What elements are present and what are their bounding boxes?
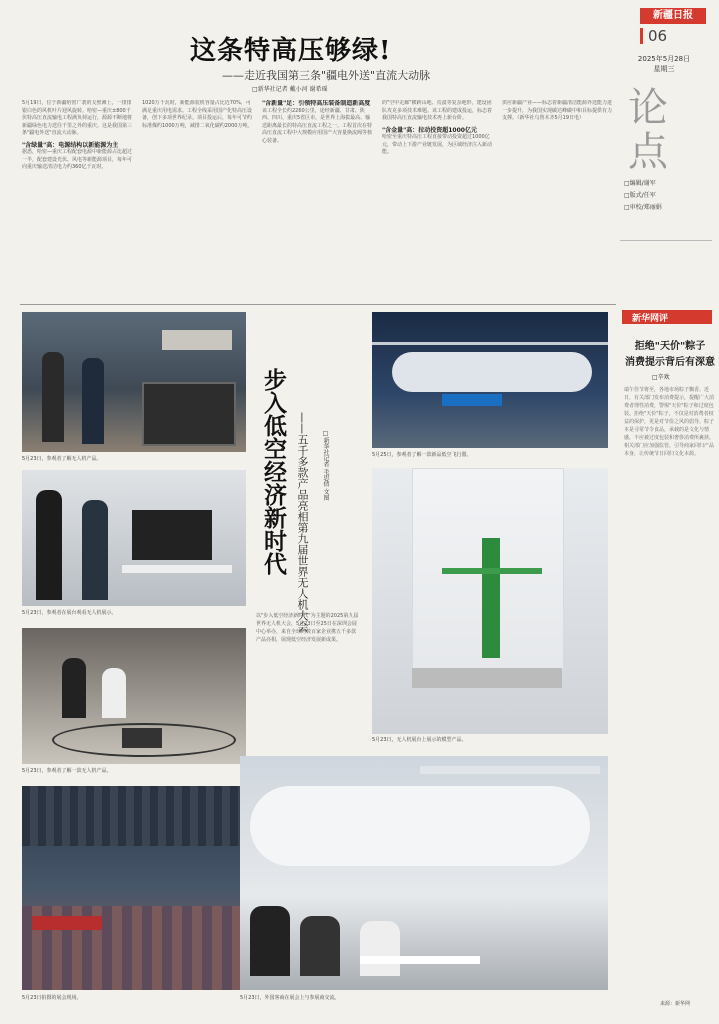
- photo-caption: 5月23日，外国客商在展会上与参展商交流。: [240, 995, 340, 1001]
- feature-subtitle: ——五千多款产品亮相第九届世界无人机大会: [296, 412, 309, 632]
- lead-paragraph: 的"空中走廊"横跨山地、荒漠等复杂地形，建设团队攻克多项技术难题。该工程的建成投运，标志着我国特高压直流输电技术再上新台阶。: [382, 100, 493, 121]
- opinion-source: 来源：新华网: [660, 1001, 691, 1007]
- photo-drone-exhibit: [22, 312, 246, 452]
- lead-column-5: [502, 100, 614, 290]
- table: [360, 956, 480, 964]
- photo-caption: 5月25日，参观者了解一款新品低空飞行器。: [372, 452, 472, 458]
- lead-subtitle: ——走近我国第三条"疆电外送"直流大动脉: [222, 69, 431, 82]
- lead-section-heading: "含金量"高：拉动投资超1000亿元: [382, 126, 477, 134]
- lead-paragraph: 哈密至重庆特高压工程直接带动投资超过1000亿元，带动上下游产业链发展，为区域经济注入新动能。: [382, 134, 493, 155]
- editor-credit: □审校/郑丽娟: [624, 204, 662, 211]
- person-silhouette: [300, 916, 340, 976]
- person-silhouette: [250, 906, 290, 976]
- lead-paragraph: 供应新疆产业——标志着新疆清洁能源外送能力进一步提升，为我国实现碳达峰碳中和目标提供有力支撑。（新华社乌鲁木齐5月19日电）: [502, 100, 613, 121]
- photo-expo-hall: [22, 786, 246, 990]
- model-wing: [442, 568, 542, 574]
- person-silhouette: [42, 352, 64, 442]
- lead-section-heading: "含新量"足：引领特高压装备制造新高度: [262, 100, 371, 107]
- page-number: 06: [648, 27, 668, 45]
- lead-paragraph: 1020万千瓦时，新能源装机容量占比近70%，可满足重庆用电需求。工程全线采用国产化特高压设备，创下多项世界纪录。项目投运后，每年可节约标准煤约1000万吨，减排二氧化碳约2000万吨。: [142, 100, 253, 129]
- photo-caption: 5月23日，参观者了解无人机产品。: [22, 456, 102, 462]
- opinion-text: 端午佳节将至，各地市场粽子飘香。近日，有关部门发布消费提示，提醒广大消费者理性消费，警惕"天价"粽子和过度包装。拒绝"天价"粽子，不仅是对消费者权益的保护，更是对节俭之风的倡导。粽子本是寻常节令食品，承载的是文化与情感，不应被过度包装和奢侈消费所裹挟。相关部门应加强监管，引导商家回归产品本身，让传统节日回归文化本源。: [624, 387, 714, 457]
- photo-booth-demo: [22, 470, 246, 606]
- lead-paragraph: 5月19日，位于新疆哈密广袤的戈壁滩上，一排排银白色的风机叶片迎风旋转。哈密—重庆±800千伏特高压直流输电工程满负荷运行，源源不断地将新疆绿色电力送往千里之外的重庆。这是我国第三条"疆电外送"直流大动脉。: [22, 100, 133, 136]
- feature-text: 以"步入低空经济新时代"为主题的2025第九届世界无人机大会，5月23日至25日在深圳会展中心举办，来自全球的数百家企业携五千多款产品亮相，展现低空经济发展新成果。: [256, 613, 359, 643]
- issue-weekday: 星期三: [653, 65, 675, 73]
- photo-drone-products: [22, 628, 246, 764]
- lead-headline: 这条特高压够绿!: [190, 36, 392, 66]
- person-silhouette: [62, 658, 86, 718]
- lead-column-3: [262, 100, 374, 300]
- drone-body: [122, 728, 162, 748]
- hall-ceiling: [22, 786, 246, 846]
- editor-credits: [624, 178, 662, 214]
- person-silhouette: [102, 668, 126, 718]
- editor-credit: □版式/任军: [624, 192, 656, 199]
- photo-caption: 5月23日，参观者了解一款无人机产品。: [22, 768, 112, 774]
- display-sign: [162, 330, 232, 350]
- sidebar-divider: [620, 240, 712, 241]
- aircraft-logo: [442, 394, 502, 406]
- opinion-title-line2: 消费提示背后有深意: [625, 357, 715, 368]
- aircraft-fuselage: [392, 352, 592, 392]
- display-base: [412, 668, 562, 688]
- lead-paragraph: 据悉，哈密—重庆工程配套电源中新能源占比超过一半，配套建设光伏、风电等新能源项目，每年可向重庆输送清洁电力约360亿千瓦时。: [22, 149, 133, 170]
- aircraft-body: [250, 786, 590, 866]
- photo-caption: 5月23日，参观者在展台观看无人机展示。: [22, 610, 117, 616]
- page-number-bar: [640, 28, 643, 44]
- photo-green-model: [372, 468, 608, 734]
- monitor-screen: [132, 510, 212, 560]
- lead-section-heading: "含绿量"高：电源结构以新能源为主: [22, 141, 119, 149]
- drone-case: [142, 382, 236, 446]
- photo-aircraft: [372, 312, 608, 448]
- aircraft-wing: [420, 766, 600, 774]
- column-name: 论 点: [628, 85, 668, 175]
- feature-byline: □新华社记者 毛思倩 文图: [322, 430, 329, 501]
- photo-v3000-aircraft: [240, 756, 608, 990]
- booth-sign: [32, 916, 102, 930]
- model-body: [482, 538, 500, 658]
- person-silhouette: [82, 500, 108, 600]
- editor-credit: □编辑/谢军: [624, 180, 656, 187]
- section-divider: [20, 304, 616, 305]
- issue-date: 2025年5月28日: [637, 55, 691, 63]
- lead-byline: □新华社记者 戴小河 谢希瑶: [252, 86, 328, 93]
- feature-title: 步入低空经济新时代: [260, 368, 287, 575]
- photo-caption: 5月23日，无人机展台上展示的模型产品。: [372, 737, 467, 743]
- opinion-byline: □辛欢: [652, 374, 670, 381]
- desk: [122, 565, 232, 573]
- opinion-tag: 新华网评: [632, 314, 669, 324]
- opinion-title-line1: 拒绝"天价"粽子: [634, 341, 706, 352]
- lead-column-1: [22, 100, 134, 300]
- lead-paragraph: 该工程全长约2260公里，途经新疆、甘肃、陕西、四川、重庆5省区市，是世界上海拔最高、输送距离最长的特高压直流工程之一。工程首次在特高压直流工程中大规模应用国产大容量换流阀等核心装备。: [262, 107, 373, 144]
- aircraft-rotor: [372, 342, 608, 345]
- lead-column-4: [382, 100, 494, 300]
- person-silhouette: [360, 921, 400, 976]
- lead-column-2: [142, 100, 254, 300]
- person-silhouette: [36, 490, 62, 600]
- newspaper-brand: 新疆日报: [640, 8, 706, 24]
- person-silhouette: [82, 358, 104, 444]
- photo-caption: 5月23日拍摄的展会现场。: [22, 995, 82, 1001]
